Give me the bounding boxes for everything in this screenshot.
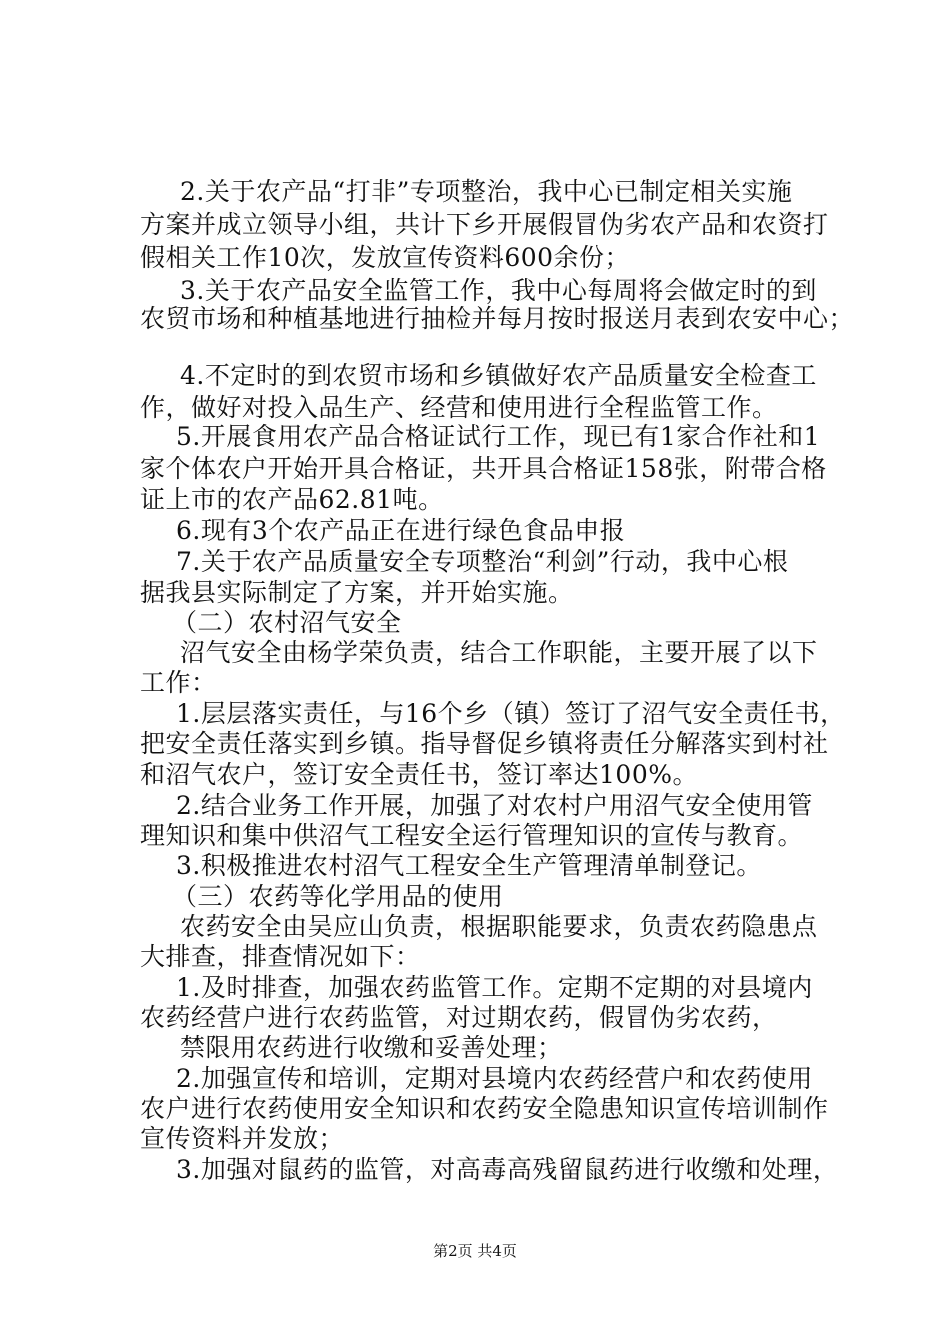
text-line: 4.不定时的到农贸市场和乡镇做好农产品质量安全检查工 [180, 361, 817, 390]
text-line: 农户进行农药使用安全知识和农药安全隐患知识宣传培训制作 [140, 1094, 829, 1123]
text-line: 1.层层落实责任，与16个乡（镇）签订了沼气安全责任书， [176, 699, 846, 728]
text-line: 宣传资料并发放； [140, 1124, 345, 1153]
text-line: 和沼气农户，签订安全责任书，签订率达100%。 [140, 760, 698, 789]
text-line: 1.及时排查，加强农药监管工作。定期不定期的对县境内 [176, 973, 813, 1002]
text-line: 6.现有3个农产品正在进行绿色食品申报 [176, 516, 626, 545]
text-line: 假相关工作10次，发放宣传资料600余份； [140, 243, 631, 272]
text-line: 工作： [140, 668, 217, 697]
text-line: 禁限用农药进行收缴和妥善处理； [180, 1033, 563, 1062]
section-heading: （三）农药等化学用品的使用 [172, 882, 504, 911]
text-line: 作，做好对投入品生产、经营和使用进行全程监管工作。 [140, 393, 778, 422]
text-line: 据我县实际制定了方案，并开始实施。 [140, 578, 574, 607]
text-line: 大排查，排查情况如下： [140, 942, 421, 971]
text-line: 方案并成立领导小组，共计下乡开展假冒伪劣农产品和农资打 [140, 210, 829, 239]
text-line: 证上市的农产品62.81吨。 [140, 485, 444, 514]
text-line: 3.关于农产品安全监管工作，我中心每周将会做定时的到 [180, 276, 817, 305]
section-heading: （二）农村沼气安全 [172, 608, 402, 637]
text-line: 农药经营户进行农药监管，对过期农药，假冒伪劣农药， [140, 1003, 778, 1032]
text-line: 理知识和集中供沼气工程安全运行管理知识的宣传与教育。 [140, 821, 804, 850]
text-line: 农药安全由吴应山负责，根据职能要求，负责农药隐患点 [180, 912, 818, 941]
text-line: 7.关于农产品质量安全专项整治“利剑”行动，我中心根 [176, 547, 789, 576]
page-number: 第2页 共4页 [433, 1242, 517, 1260]
text-line: 2.关于农产品“打非”专项整治，我中心已制定相关实施 [180, 177, 793, 206]
text-line: 沼气安全由杨学荣负责，结合工作职能，主要开展了以下 [180, 638, 818, 667]
text-line: 2.结合业务工作开展，加强了对农村户用沼气安全使用管 [176, 791, 813, 820]
text-line: 3.加强对鼠药的监管，对高毒高残留鼠药进行收缴和处理， [176, 1155, 839, 1184]
text-line: 5.开展食用农产品合格证试行工作，现已有1家合作社和1 [176, 422, 821, 451]
text-line: 家个体农户开始开具合格证，共开具合格证158张，附带合格 [140, 454, 827, 483]
text-line: 2.加强宣传和培训，定期对县境内农药经营户和农药使用 [176, 1064, 813, 1093]
text-line: 农贸市场和种植基地进行抽检并每月按时报送月表到农安中心； [140, 304, 855, 333]
text-line: 把安全责任落实到乡镇。指导督促乡镇将责任分解落实到村社 [140, 729, 829, 758]
text-line: 3.积极推进农村沼气工程安全生产管理清单制登记。 [176, 851, 762, 880]
